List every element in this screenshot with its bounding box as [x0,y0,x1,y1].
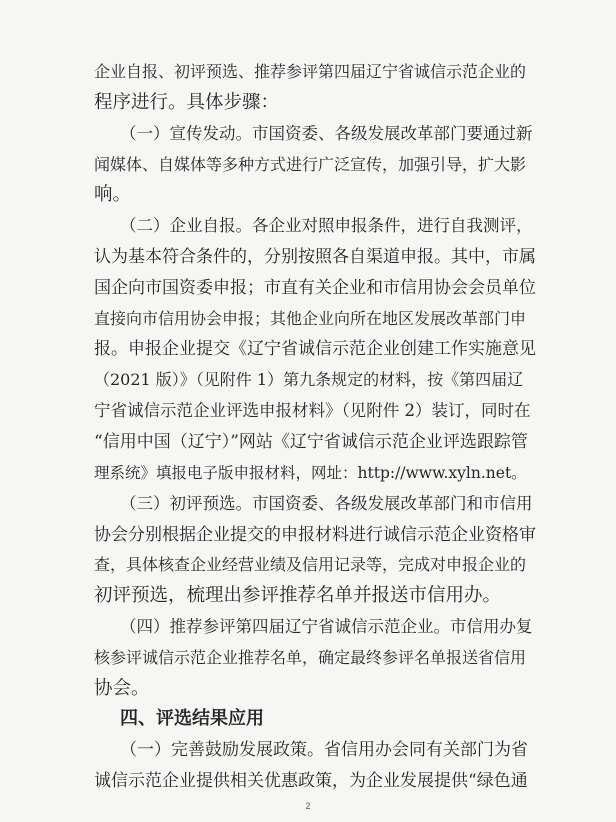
section-heading [0,704,616,734]
line-text: 查，具体核查企业经营业绩及信用记录等，完成对申报企业的 [94,555,527,574]
line-text: （2021 版）》（见附件 1）第九条规定的材料，按《第四届辽 [94,370,524,389]
text-line [0,88,616,118]
line-text: （四）推荐参评第四届辽宁省诚信示范企业。市信用办复 [120,617,533,636]
text-line [0,334,616,364]
text-line [0,180,616,210]
text-line [0,242,616,272]
line-text: （二）企业自报。各企业对照申报条件，进行自我测评， [120,216,533,235]
line-text: 初评预选，梳理出参评推荐名单并报送市信用办。 [94,585,502,606]
text-line [0,581,616,611]
line-text: 协会分别根据企业提交的申报材料进行诚信示范企业资格审 [94,525,536,545]
text-line [0,273,616,303]
line-text: 诚信示范企业提供相关优惠政策，为企业发展提供“绿色通 [94,771,528,791]
text-line [0,150,616,180]
line-text: 直接向市信用协会申报；其他企业向所在地区发展改革部门申 [94,309,527,328]
line-text: （一）完善鼓励发展政策。省信用办会同有关部门为省 [120,740,528,760]
text-line [0,643,616,673]
text-line [0,57,616,87]
line-text: 协会。 [94,678,150,699]
text-line [0,427,616,457]
text-line [0,489,616,519]
line-text: 企业自报、初评预选、推荐参评第四届辽宁省诚信示范企业的 [94,62,527,81]
line-text: 程序进行。具体步骤： [94,92,280,113]
line-text: “信用中国（辽宁）”网站《辽宁省诚信示范企业评选跟踪管 [94,432,528,452]
section-heading-text: 四、评选结果应用 [120,708,264,729]
text-line [0,119,616,149]
text-line [0,520,616,550]
line-text: 响。 [94,184,132,205]
text-line [0,735,616,765]
line-text: （三）初评预选。市国资委、各级发展改革部门和市信用 [120,494,533,513]
line-text: 闻媒体、自媒体等多种方式进行广泛宣传，加强引导，扩大影 [94,155,527,174]
text-line [0,211,616,241]
text-line [0,550,616,580]
text-line [0,612,616,642]
line-text: 理系统》填报电子版申报材料，网址：http://www.xyln.net。 [94,464,527,482]
text-line [0,304,616,334]
text-line [0,396,616,426]
text-line [0,458,616,488]
line-text: （一）宣传发动。市国资委、各级发展改革部门要通过新 [120,124,533,143]
line-text: 报。申报企业提交《辽宁省诚信示范企业创建工作实施意见 [94,339,536,359]
line-text: 认为基本符合条件的，分别按照各自渠道申报。其中，市属 [94,247,536,267]
line-text: 核参评诚信示范企业推荐名单，确定最终参评名单报送省信用 [94,648,527,667]
text-line [0,365,616,395]
page-number: 2 [305,801,311,811]
text-line [0,674,616,704]
line-text: 宁省诚信示范企业评选申报材料》（见附件 2）装订，同时在 [94,401,531,420]
text-line [0,766,616,796]
line-text: 国企向市国资委申报；市直有关企业和市信用协会会员单位 [94,278,536,298]
